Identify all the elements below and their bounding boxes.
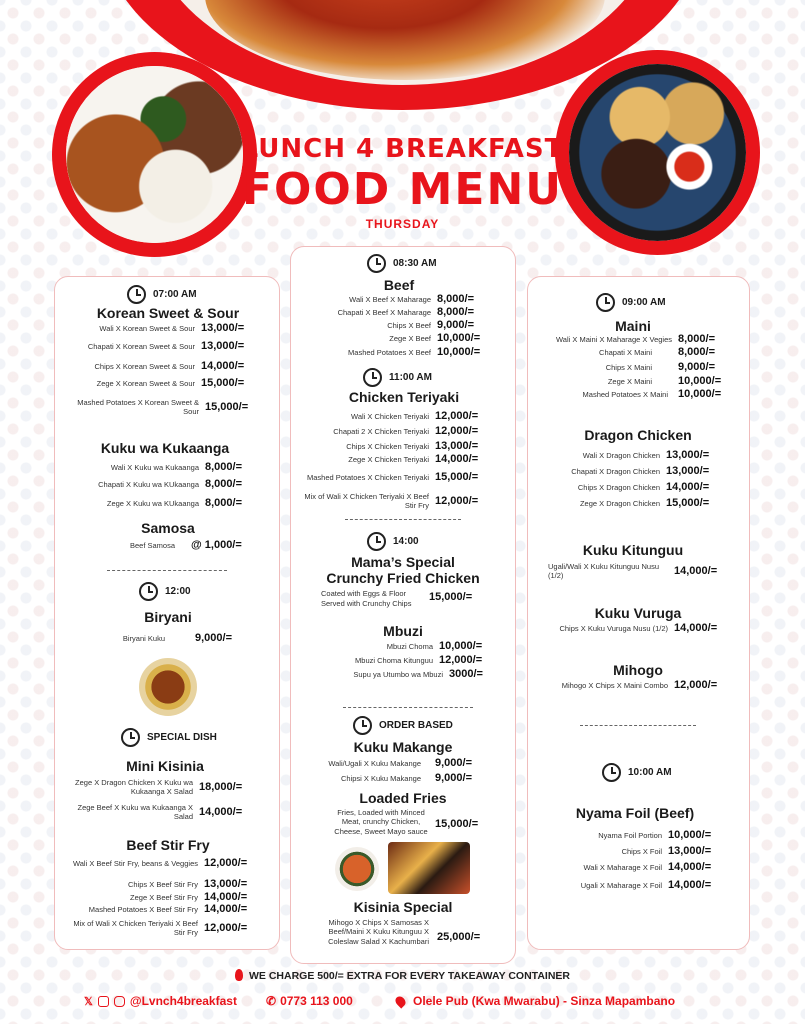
biryani-photo [139, 658, 197, 716]
location-pin-icon [393, 994, 407, 1008]
dish-note: Mihogo X Chips X Samosas X Beef/Maini X Kuku Kitunguu X Coleslaw Salad X Kachumbari [328, 918, 429, 946]
menu-price: 12,000/= [204, 922, 248, 934]
menu-price: 13,000/= [666, 465, 710, 477]
clock-icon [353, 716, 372, 735]
menu-row [65, 340, 261, 352]
menu-price: 14,000/= [204, 891, 248, 903]
menu-price: 10,000/= [437, 332, 481, 344]
menu-row [65, 398, 261, 416]
menu-price: 13,000/= [435, 440, 479, 452]
phone-text: 0773 113 000 [280, 994, 353, 1008]
menu-price: 10,000/= [668, 829, 712, 841]
time-slot [353, 716, 453, 735]
time-slot [596, 293, 666, 312]
menu-price: 15,000/= [429, 591, 473, 603]
menu-row [295, 410, 505, 422]
time-label: 14:00 [393, 536, 419, 547]
section-title: Kuku Kitunguu [582, 542, 684, 558]
menu-item: Wali X Dragon Chicken [582, 450, 660, 460]
section-title: Biryani [144, 609, 192, 625]
menu-price: 14,000/= [435, 453, 479, 465]
divider [343, 707, 473, 708]
dish-note: Coated with Eggs & Floor [321, 589, 407, 598]
menu-item: Zege X Chicken Teriyaki [348, 454, 429, 464]
menu-column-left [54, 276, 280, 950]
section-title: Dragon Chicken [584, 427, 692, 443]
menu-item: Wali/Ugali X Kuku Makange [328, 758, 421, 768]
menu-row [299, 332, 499, 344]
menu-price: 12,000/= [435, 495, 479, 507]
menu-row [532, 845, 742, 857]
menu-price: 14,000/= [666, 481, 710, 493]
time-slot [363, 368, 432, 387]
menu-item: Mashed Potatoes X Beef [348, 347, 431, 357]
dish-note: Served with Crunchy Chips [321, 599, 412, 608]
menu-item: Mashed Potatoes X Chicken Teriyaki [306, 472, 429, 482]
menu-item: Chapati X Beef X Maharage [337, 307, 431, 317]
menu-item: Chapati X Korean Sweet & Sour [87, 341, 195, 351]
menu-row [532, 879, 742, 891]
menu-price: 15,000/= [205, 401, 249, 413]
menu-column-middle [290, 246, 516, 964]
menu-row [532, 333, 742, 345]
menu-row [544, 679, 744, 691]
menu-price: 13,000/= [201, 340, 245, 352]
menu-item: Chips X Maini [605, 362, 652, 372]
menu-item: Wali X Maini X Maharage X Vegies [555, 334, 672, 344]
menu-row [532, 861, 742, 873]
menu-row [63, 878, 259, 890]
menu-price: 12,000/= [439, 654, 483, 666]
time-slot [367, 254, 437, 273]
clock-icon [139, 582, 158, 601]
section-title: Mbuzi [383, 623, 423, 639]
menu-item: Ugali X Maharage X Foil [580, 880, 662, 890]
menu-row [295, 440, 505, 452]
menu-price: 9,000/= [435, 757, 473, 769]
time-slot [602, 763, 672, 782]
menu-item: Zege X Maini [607, 376, 652, 386]
section-title: Maini [615, 318, 651, 334]
menu-item: Chips X Kuku Vuruga Nusu (1/2) [559, 623, 668, 633]
menu-row [299, 346, 499, 358]
time-slot [367, 532, 419, 551]
menu-price: 10,000/= [678, 388, 722, 400]
clock-icon [363, 368, 382, 387]
menu-row [548, 562, 748, 580]
menu-price: 15,000/= [435, 471, 479, 483]
menu-row [544, 622, 744, 634]
menu-row [532, 497, 742, 509]
menu-item: Zege X Beef Stir Fry [130, 892, 198, 902]
menu-price: 12,000/= [674, 679, 718, 691]
menu-item: Zege X Korean Sweet & Sour [96, 378, 195, 388]
menu-price: 8,000/= [678, 333, 716, 345]
menu-price: 8,000/= [205, 497, 243, 509]
social-handle[interactable] [84, 994, 237, 1008]
menu-row [63, 891, 259, 903]
section-title: Nyama Foil (Beef) [575, 805, 695, 821]
menu-row [65, 322, 261, 334]
menu-price: @ 1,000/= [191, 539, 242, 551]
menu-item: Wali X Korean Sweet & Sour [99, 323, 195, 333]
kisinia-photo [388, 842, 470, 894]
clock-icon [596, 293, 615, 312]
menu-row [299, 319, 499, 331]
menu-row [297, 668, 507, 680]
clock-icon [367, 254, 386, 273]
menu-row [65, 377, 261, 389]
menu-price: 9,000/= [435, 772, 473, 784]
menu-price: 14,000/= [204, 903, 248, 915]
menu-title: FOOD MENU [241, 164, 564, 215]
time-label: 12:00 [165, 586, 191, 597]
menu-price: 15,000/= [201, 377, 245, 389]
dish-note: Fries, Loaded with Minced Meat, crunchy Chicken, Cheese, Sweet Mayo sauce [334, 808, 428, 836]
section-title: Mama’s Special [351, 554, 455, 570]
time-label: 11:00 AM [389, 372, 432, 383]
menu-item: Chapati X Dragon Chicken [571, 466, 660, 476]
menu-price: 3000/= [449, 668, 483, 680]
menu-item: Zege X Dragon Chicken X Kuku wa Kukaanga X Salad [75, 778, 193, 796]
menu-price: 15,000/= [666, 497, 710, 509]
section-title: Kuku Makange [353, 739, 453, 755]
menu-price: 12,000/= [435, 425, 479, 437]
menu-price: 8,000/= [678, 346, 716, 358]
menu-item: Mbuzi Choma [386, 641, 433, 651]
menu-row [63, 919, 259, 937]
menu-price: 10,000/= [678, 375, 722, 387]
menu-column-right [527, 276, 750, 950]
clock-icon [367, 532, 386, 551]
takeaway-text: WE CHARGE 500/= EXTRA FOR EVERY TAKEAWAY CONTAINER [249, 970, 570, 982]
menu-price: 13,000/= [204, 878, 248, 890]
menu-row [63, 803, 259, 821]
menu-item: Chipsi X Kuku Makange [340, 773, 421, 783]
menu-row [295, 492, 505, 510]
menu-item: Zege X Kuku wa KUkaanga [106, 498, 199, 508]
pin-icon [235, 969, 243, 981]
menu-item: Chips X Beef [387, 320, 431, 330]
time-label: 08:30 AM [393, 258, 437, 269]
menu-item: Zege Beef X Kuku wa Kukaanga X Salad [77, 803, 193, 821]
menu-row [65, 360, 261, 372]
menu-price: 10,000/= [439, 640, 483, 652]
menu-row [295, 453, 505, 465]
menu-item: Zege X Beef [389, 333, 431, 343]
menu-row [295, 425, 505, 437]
menu-row [299, 293, 499, 305]
menu-item: Wali X Kuku wa Kukaanga [110, 462, 199, 472]
section-title: Crunchy Fried Chicken [326, 570, 480, 586]
time-label: ORDER BASED [379, 720, 453, 731]
social-handle-text: @Lvnch4breakfast [129, 994, 237, 1008]
menu-item: Mihogo X Chips X Maini Combo [561, 680, 668, 690]
section-title: Kuku wa Kukaanga [100, 440, 230, 456]
menu-item: Chips X Foil [621, 846, 662, 856]
menu-item: Nyama Foil Portion [598, 830, 662, 840]
menu-day: THURSDAY [365, 217, 440, 231]
menu-item: Biryani Kuku [122, 633, 165, 643]
menu-price: 8,000/= [437, 306, 475, 318]
clock-icon [602, 763, 621, 782]
menu-item: Ugali/Wali X Kuku Kitunguu Nusu (1/2) [548, 562, 660, 580]
menu-row [532, 449, 742, 461]
menu-item: Mix of Wali X Chicken Teriyaki X Beef Stir Fry [73, 919, 198, 937]
menu-price: 13,000/= [201, 322, 245, 334]
menu-row [65, 461, 261, 473]
menu-row [297, 757, 507, 769]
menu-price: 14,000/= [674, 622, 718, 634]
menu-row [532, 829, 742, 841]
menu-row [297, 654, 507, 666]
menu-row [532, 481, 742, 493]
menu-item: Beef Samosa [129, 540, 175, 550]
menu-price: 9,000/= [678, 361, 716, 373]
menu-row [65, 539, 261, 551]
x-icon: 𝕏 [84, 995, 93, 1008]
time-label: 07:00 AM [153, 289, 197, 300]
menu-row [532, 465, 742, 477]
loaded-fries-photo [335, 847, 379, 891]
menu-row [532, 361, 742, 373]
time-slot [121, 728, 217, 747]
menu-row [63, 903, 259, 915]
menu-row [297, 640, 507, 652]
menu-price: 8,000/= [205, 478, 243, 490]
divider [107, 570, 227, 571]
menu-item: Mix of Wali X Chicken Teriyaki X Beef Stir Fry [304, 492, 429, 510]
menu-item: Chapati X Maini [599, 347, 652, 357]
menu-price: 13,000/= [668, 845, 712, 857]
location[interactable] [396, 994, 675, 1008]
location-text: Olele Pub (Kwa Mwarabu) - Sinza Mapambano [413, 994, 676, 1008]
tiktok-icon [98, 996, 109, 1007]
clock-icon [121, 728, 140, 747]
section-title: Mihogo [613, 662, 663, 678]
divider [580, 725, 696, 726]
menu-item: Chips X Beef Stir Fry [127, 879, 198, 889]
section-title: Loaded Fries [359, 790, 447, 806]
section-title: Mini Kisinia [126, 758, 204, 774]
time-slot [139, 582, 191, 601]
menu-item: Chips X Chicken Teriyaki [346, 441, 429, 451]
instagram-icon [114, 996, 125, 1007]
menu-item: Chips X Dragon Chicken [577, 482, 660, 492]
menu-row [532, 388, 742, 400]
menu-row [65, 632, 261, 644]
menu-item: Mashed Potatoes X Korean Sweet & Sour [77, 398, 199, 416]
clock-icon [127, 285, 146, 304]
menu-price: 25,000/= [437, 931, 481, 943]
menu-price: 14,000/= [201, 360, 245, 372]
menu-item: Wali X Beef X Maharage [349, 294, 431, 304]
menu-row [63, 857, 259, 869]
menu-price: 15,000/= [435, 818, 479, 830]
section-title: Kuku Vuruga [594, 605, 682, 621]
section-title: Kisinia Special [353, 899, 453, 915]
phone-icon: ✆ [266, 994, 277, 1008]
menu-price: 14,000/= [668, 861, 712, 873]
menu-item: Zege X Dragon Chicken [579, 498, 660, 508]
menu-row [295, 471, 505, 483]
menu-price: 8,000/= [205, 461, 243, 473]
time-slot [127, 285, 197, 304]
section-title: Beef Stir Fry [126, 837, 210, 853]
menu-item: Mashed Potatoes X Beef Stir Fry [88, 904, 198, 914]
section-title: Korean Sweet & Sour [96, 305, 240, 321]
time-label: 09:00 AM [622, 297, 666, 308]
menu-row [532, 346, 742, 358]
menu-row [532, 375, 742, 387]
menu-item: Supu ya Utumbo wa Mbuzi [353, 669, 443, 679]
menu-price: 9,000/= [437, 319, 475, 331]
menu-price: 14,000/= [199, 806, 243, 818]
menu-row [65, 478, 261, 490]
menu-price: 10,000/= [437, 346, 481, 358]
menu-item: Wali X Maharage X Foil [583, 862, 662, 872]
menu-row [297, 772, 507, 784]
brand-name: LUNCH 4 BREAKFAST [241, 134, 564, 164]
special-dish-label: SPECIAL DISH [147, 732, 217, 743]
takeaway-notice [0, 969, 805, 982]
menu-price: 18,000/= [199, 781, 243, 793]
menu-price: 8,000/= [437, 293, 475, 305]
menu-item: Chapati X Kuku wa KUkaanga [98, 479, 199, 489]
menu-price: 14,000/= [668, 879, 712, 891]
menu-price: 12,000/= [204, 857, 248, 869]
section-title: Samosa [141, 520, 195, 536]
menu-row [65, 497, 261, 509]
menu-price: 14,000/= [674, 565, 718, 577]
menu-price: 9,000/= [195, 632, 233, 644]
menu-item: Wali X Beef Stir Fry, beans & Veggies [72, 858, 198, 868]
menu-price: 12,000/= [435, 410, 479, 422]
menu-item: Mashed Potatoes X Maini [582, 389, 668, 399]
section-title: Beef [383, 277, 415, 293]
phone-number[interactable] [266, 994, 353, 1008]
menu-row [63, 778, 259, 796]
menu-item: Mbuzi Choma Kitunguu [355, 655, 433, 665]
divider [345, 519, 461, 520]
menu-row [299, 306, 499, 318]
menu-item: Chapati 2 X Chicken Teriyaki [333, 426, 429, 436]
menu-price: 13,000/= [666, 449, 710, 461]
time-label: 10:00 AM [628, 767, 672, 778]
menu-item: Chips X Korean Sweet & Sour [94, 361, 195, 371]
menu-item: Wali X Chicken Teriyaki [351, 411, 429, 421]
section-title: Chicken Teriyaki [348, 389, 460, 405]
